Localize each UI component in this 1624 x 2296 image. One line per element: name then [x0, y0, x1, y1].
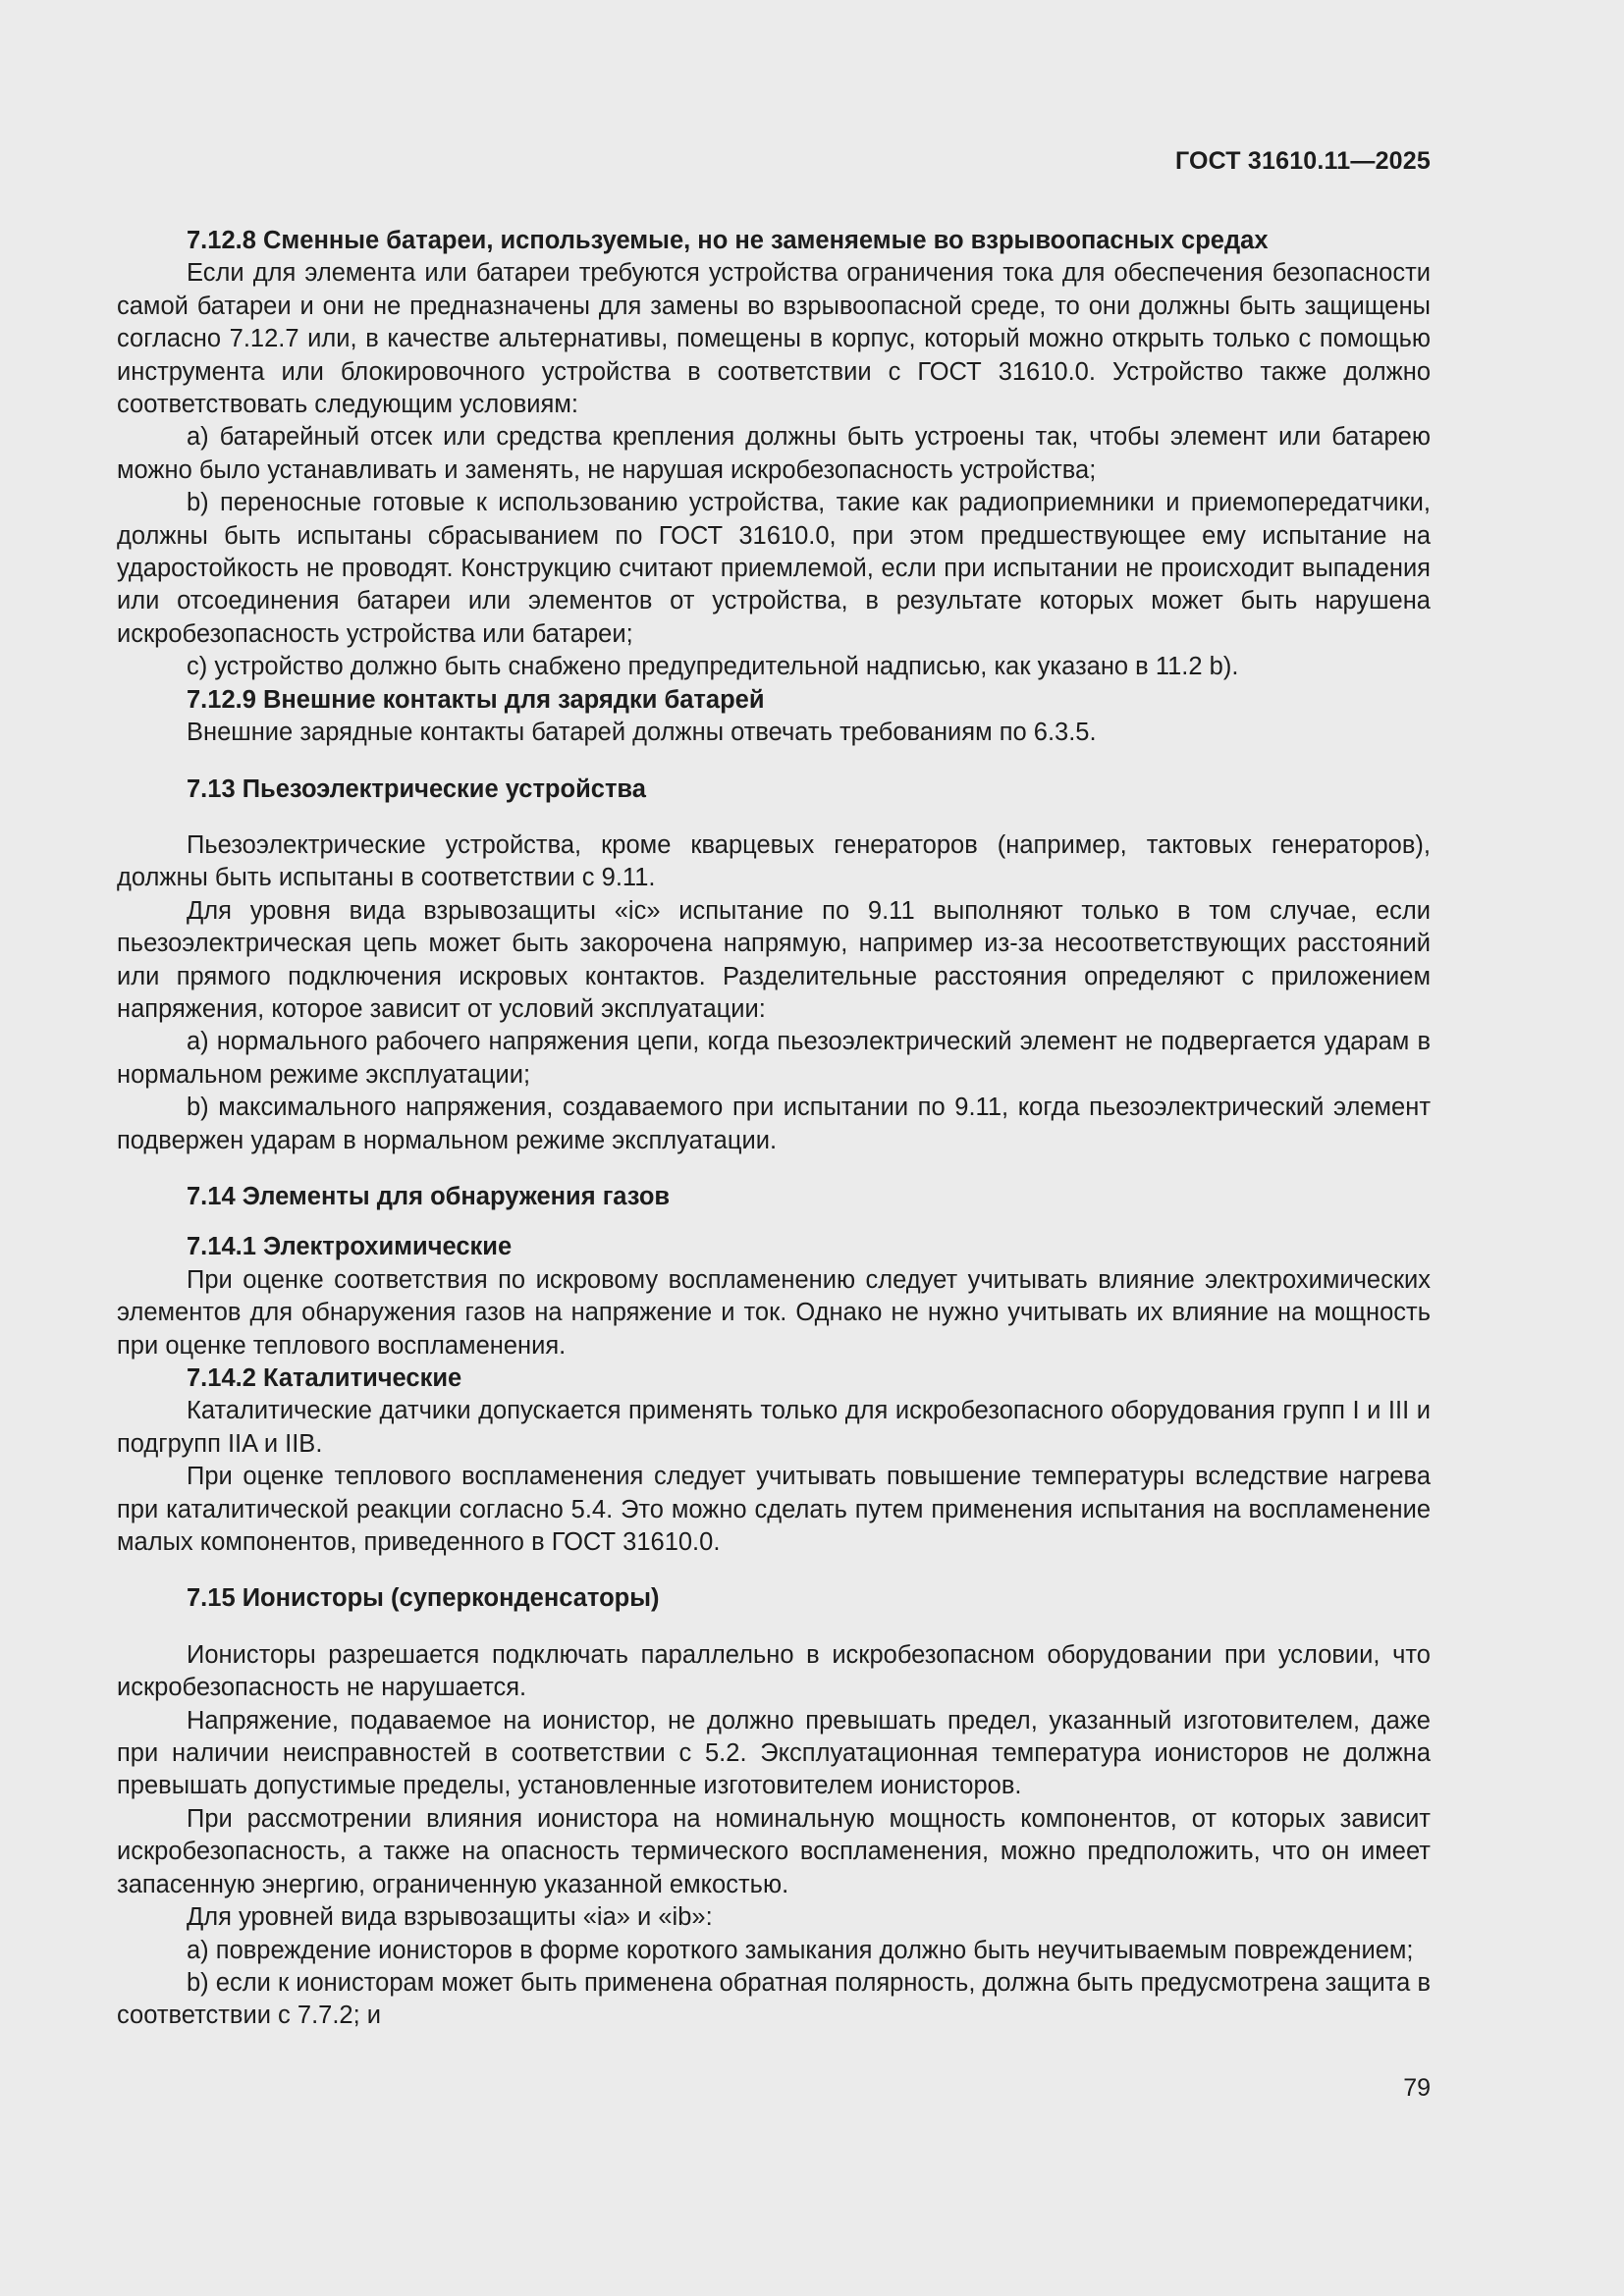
paragraph: При рассмотрении влияния ионистора на номинальную мощность компонентов, от которых зависит искробезопасность, а также на опасность термического воспламенения, можно предположить, что он имеет запасенную энергию, ограниченную указанной емкостью.	[117, 1804, 1431, 1898]
subsection-heading: 7.12.9 Внешние контакты для зарядки батарей	[187, 685, 765, 714]
section-heading: 7.14 Элементы для обнаружения газов	[187, 1182, 671, 1210]
subsection-heading: 7.14.1 Электрохимические	[187, 1233, 513, 1261]
paragraph: Пьезоэлектрические устройства, кроме кварцевых генераторов (например, тактовых генераторов), должны быть испытаны в соответствии с 9.11.	[117, 830, 1431, 892]
paragraph: Для уровней вида взрывозащиты «ia» и «ib»:	[187, 1903, 713, 1932]
paragraph: Если для элемента или батареи требуются устройства ограничения тока для обеспечения безопасности самой батареи и они не предназначены для замены во взрывоопасной среде, то они должны быть защищены согласно 7.12.7 или, в качестве альтернативы, помещены в корпус, который можно открыть только с помощью инструмента или блокировочного устройства в соответствии с ГОСТ 31610.0. Устройство также должно соответствовать следующим условиям:	[117, 259, 1431, 419]
paragraph: Внешние зарядные контакты батарей должны отвечать требованиям по 6.3.5.	[187, 719, 1097, 747]
paragraph: Ионисторы разрешается подключать параллельно в искробезопасном оборудовании при условии, что искробезопасность не нарушается.	[117, 1640, 1431, 1702]
paragraph: Каталитические датчики допускается применять только для искробезопасного оборудования групп I и III и подгрупп IIA и IIB.	[117, 1397, 1431, 1458]
list-item: b) переносные готовые к использованию устройства, такие как радиоприемники и приемопередатчики, должны быть испытаны сбрасыванием по ГОСТ 31610.0, при этом предшествующее ему испытание на ударостойкость не проводят. Конструкцию считают приемлемой, если при испытании не происходит выпадения или отсоединения батареи или элементов от устройства, в результате которых может быть нарушена искробезопасность устройства или батареи;	[117, 489, 1431, 648]
section-heading: 7.13 Пьезоэлектрические устройства	[187, 774, 646, 803]
paragraph: Для уровня вида взрывозащиты «ic» испытание по 9.11 выполняют только в том случае, если пьезоэлектрическая цепь может быть закорочена напрямую, например из-за несоответствующих расстояний или прямого подключения искровых контактов. Разделительные расстояния определяют с приложением напряжения, которое зависит от условий эксплуатации:	[117, 896, 1431, 1023]
paragraph: Напряжение, подаваемое на ионистор, не должно превышать предел, указанный изготовителем, даже при наличии неисправностей в соответствии с 5.2. Эксплуатационная температура ионисторов не должна превышать допустимые пределы, установленные изготовителем ионисторов.	[117, 1706, 1431, 1800]
subsection-heading: 7.12.8 Сменные батареи, используемые, но не заменяемые во взрывоопасных средах	[187, 227, 1269, 254]
document-body	[117, 225, 1431, 2033]
list-item: b) если к ионисторам может быть применена обратная полярность, должна быть предусмотрена защита в соответствии с 7.7.2; и	[117, 1968, 1431, 2030]
paragraph: При оценке теплового воспламенения следует учитывать повышение температуры вследствие нагрева при каталитической реакции согласно 5.4. Это можно сделать путем применения испытания на воспламенение малых компонентов, приведенного в ГОСТ 31610.0.	[117, 1463, 1431, 1557]
list-item: а) повреждение ионисторов в форме короткого замыкания должно быть неучитываемым повреждением;	[187, 1936, 1414, 1964]
paragraph: При оценке соответствия по искровому воспламенению следует учитывать влияние электрохимических элементов для обнаружения газов на напряжение и ток. Однако не нужно учитывать их влияние на мощность при оценке теплового воспламенения.	[117, 1265, 1431, 1360]
section-heading: 7.15 Ионисторы (суперконденсаторы)	[187, 1584, 660, 1613]
list-item: b) максимального напряжения, создаваемого при испытании по 9.11, когда пьезоэлектрический элемент подвержен ударам в нормальном режиме эксплуатации.	[117, 1094, 1431, 1154]
page-number: 79	[1403, 2074, 1431, 2102]
list-item: а) нормального рабочего напряжения цепи, когда пьезоэлектрический элемент не подвергается ударам в нормальном режиме эксплуатации;	[117, 1028, 1431, 1089]
document-header: ГОСТ 31610.11—2025	[1174, 147, 1431, 175]
subsection-heading: 7.14.2 Каталитические	[187, 1364, 462, 1392]
list-item: а) батарейный отсек или средства крепления должны быть устроены так, чтобы элемент или батарею можно было устанавливать и заменять, не нарушая искробезопасность устройства;	[117, 423, 1431, 484]
list-item: c) устройство должно быть снабжено предупредительной надписью, как указано в 11.2 b).	[187, 653, 1239, 681]
